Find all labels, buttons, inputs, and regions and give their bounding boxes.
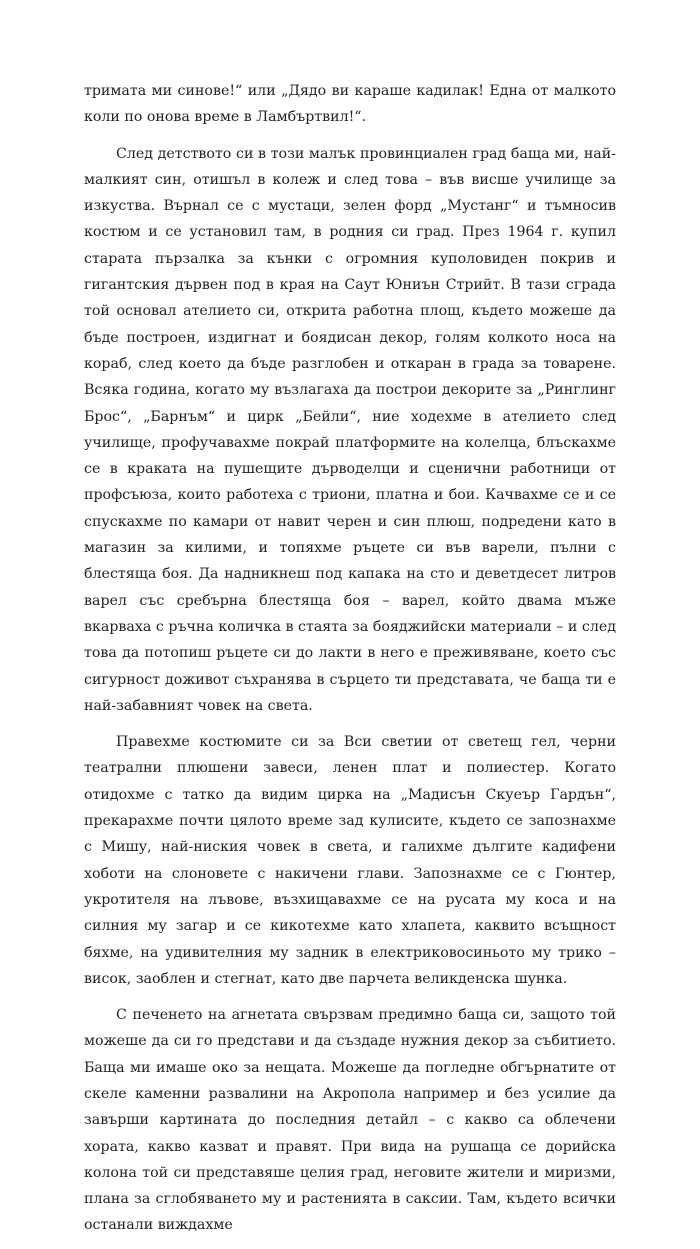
paragraph-1: тримата ми синове!“ или „Дядо ви караше кадилак! Една от малкото коли по онова време в Ламбъртвил!“. xyxy=(84,83,616,126)
document-page xyxy=(84,78,616,1249)
paragraph-3: Правехме костюмите си за Вси светии от светещ гел, черни театрални плюшени завеси, ленен плат и полиестер. Когато отидохме с татко да видим цирка на „Мадисън Скуеър Гардън“, прекарахме почти цялото време зад кулисите, където се запознахме с Мишу, най-ниския човек в света, и галихме дългите кадифени хоботи на слоновете с накичени глави. Запознахме се с Гюнтер, укротителя на лъвове, възхищавахме се на русата му коса и на силния му загар и се кикотехме като хлапета, каквито всъщност бяхме, на удивителния му задник в електриковосиньото му трико – висок, заоблен и стегнат, като две парчета великденска шунка. xyxy=(84,734,616,987)
paragraph-2: След детството си в този малък провинциален град баща ми, най-малкият син, отишъл в колеж и след това – във висше училище за изкуства. Върнал се с мустаци, зелен форд „Мустанг“ и тъмносив костюм и се установил там, в родния си град. През 1964 г. купил старата пързалка за кънки с огромния куполовиден покрив и гигантския дървен под в края на Саут Юниън Стрийт. В тази сграда той основал ателието си, открита работна площ, където можеше да бъде построен, издигнат и боядисан декор, голям колкото носа на кораб, след което да бъде разглобен и откаран в града за товарене. Всяка година, когато му възлагаха да построи декорите за „Ринглинг Брос“, „Барнъм“ и цирк „Бейли“, ние ходехме в ателието след училище, профучавахме покрай платформите на колелца, блъскахме се в краката на пушещите дърводелци и сценични работници от профсъюза, които работеха с триони, платна и бои. Качвахме се и се спускахме по камари от навит черен и син плюш, подредени като в магазин за килими, и топяхме ръцете си във варели, пълни с блестяща боя. Да надникнеш под капака на сто и деветдесет литров варел със сребърна блестяща боя – варел, който двама мъже вкарваха с ръчна количка в стаята за бояджийски материали – и след това да потопиш ръцете си до лакти в него е преживяване, което със сигурност доживот съхранява в сърцето ти представата, че баща ти е най-забавният човек на света. xyxy=(84,145,616,714)
paragraph-4: С печенето на агнетата свързвам предимно баща си, защото той можеше да си го представи и да създаде нужния декор за събитието. Баща ми имаше око за нещата. Можеше да погледне обгърнатите от скеле каменни развалини на Акропола например и без усилие да завърши картината до последния детайл – с какво са облечени хората, какво казват и правят. При вида на рушаща се дорийска колона той си представяше целия град, неговите жители и миризми, плана за сглобяването му и растенията в саксии. Там, където всички останали виждахме xyxy=(84,1007,616,1234)
